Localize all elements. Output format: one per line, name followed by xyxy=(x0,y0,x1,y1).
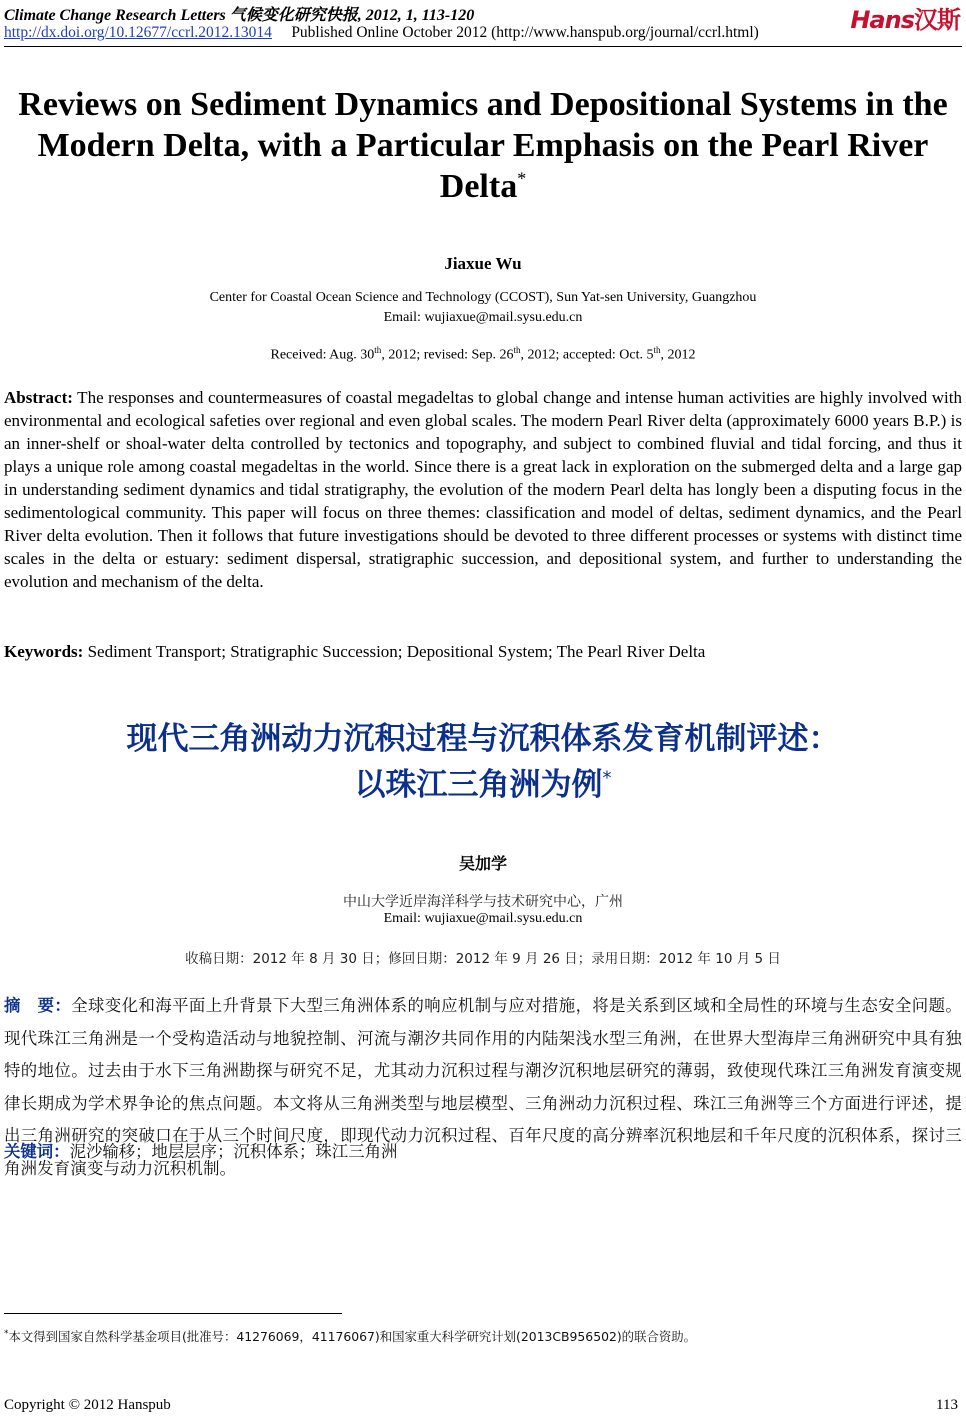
keywords-cn xyxy=(4,1136,962,1168)
abstract-text-en: The responses and countermeasures of coastal megadeltas to global change and intense human activities are highly involved with environmental and ecological safeties over regional and even global scales. The modern Pearl River delta (approximately 6000 years B.P.) is an inner-shelf or shoal-water delta controlled by tectonics and topography, and subject to combined fluvial and tidal forcing, and thus it plays a unique role among coastal megadeltas in the world. Since there is a great lack in exploration on the submerged delta and a large gap in understanding sediment dynamics and tidal stratigraphy, the evolution of the modern Pearl delta has longly been a disputing focus in the sedimentological community. This paper will focus on three themes: classification and model of deltas, sediment dynamics, and the Pearl River delta evolution. Then it follows that future investigations should be devoted to three different processes or systems with distinct time scales in the delta or estuary: sediment dispersal, stratigraphic succession, and depositional system, and further to understanding the evolution and mechanism of the delta. xyxy=(4,388,962,591)
author-cn: 吴加学 xyxy=(458,854,507,873)
email-en: Email: wujiaxue@mail.sysu.edu.cn xyxy=(383,310,583,325)
journal-header: Climate Change Research Letters 气候变化研究快报, 2012, 1, 113-120 xyxy=(4,7,475,24)
publication-info xyxy=(4,24,759,42)
copyright: Copyright © 2012 Hanspub xyxy=(4,1397,171,1413)
footnote-text: 本文得到国家自然科学基金项目(批准号：41276069，41176067)和国家重大科学研究计划(2013CB956502)的联合资助。 xyxy=(8,1329,697,1344)
dates-year: , 2012 xyxy=(660,347,696,363)
keywords-text-en: Sediment Transport; Stratigraphic Succession; Depositional System; The Pearl River Delta xyxy=(83,642,706,661)
paper-title-en-text: Reviews on Sediment Dynamics and Depositional Systems in the Modern Delta, with a Particular Emphasis on the Pearl River Delta xyxy=(18,86,948,205)
keywords-label-cn: 关键词： xyxy=(4,1142,70,1161)
abstract-en xyxy=(4,386,962,593)
abstract-text-cn: 全球变化和海平面上升背景下大型三角洲体系的响应机制与应对措施，将是关系到区域和全局性的环境与生态安全问题。现代珠江三角洲是一个受构造活动与地貌控制、河流与潮汐共同作用的内陆架浅水型三角洲，在世界大型海岸三角洲研究中具有独特的地位。过去由于水下三角洲勘探与研究不足，尤其动力沉积过程与潮汐沉积地层研究的薄弱，致使现代珠江三角洲发育演变规律长期成为学术界争论的焦点问题。本文将从三角洲类型与地层模型、三角洲动力沉积过程、珠江三角洲等三个方面进行评述，提出三角洲研究的突破口在于从三个时间尺度，即现代动力沉积过程、百年尺度的高分辨率沉积地层和千年尺度的沉积体系，探讨三角洲发育演变与动力沉积机制。 xyxy=(4,996,962,1178)
paper-title-cn-line1: 现代三角洲动力沉积过程与沉积体系发育机制评述： xyxy=(126,721,840,757)
logo-latin: Hans xyxy=(850,6,914,34)
accepted-sup: th xyxy=(653,345,661,355)
footnote-mark: * xyxy=(4,1328,9,1339)
footnote-divider xyxy=(4,1313,342,1314)
published-online-text: Published Online October 2012 (http://www.hanspub.org/journal/ccrl.html) xyxy=(291,24,759,41)
title-cn-footnote-mark: * xyxy=(602,767,612,789)
publisher-logo xyxy=(850,0,960,35)
email-cn: Email: wujiaxue@mail.sysu.edu.cn xyxy=(383,911,583,926)
keywords-label-en: Keywords: xyxy=(4,642,84,661)
paper-title-en xyxy=(0,84,966,207)
funding-footnote xyxy=(4,1327,962,1345)
title-footnote-mark: * xyxy=(517,168,527,189)
header-divider xyxy=(4,46,962,47)
received-sup: th xyxy=(374,345,382,355)
affiliation-en: Center for Coastal Ocean Science and Technology (CCOST), Sun Yat-sen University, Guangzhou xyxy=(209,290,757,305)
page-number: 113 xyxy=(936,1397,958,1413)
dates-en xyxy=(0,345,966,364)
abstract-label-en: Abstract: xyxy=(4,388,73,407)
dates-cn: 收稿日期：2012 年 8 月 30 日；修回日期：2012 年 9 月 26 日；录用日期：2012 年 10 月 5 日 xyxy=(185,951,781,967)
revised-date: , 2012; revised: Sep. 26 xyxy=(381,347,514,363)
paper-title-cn xyxy=(0,716,966,808)
accepted-date: , 2012; accepted: Oct. 5 xyxy=(520,347,654,363)
doi-link[interactable]: http://dx.doi.org/10.12677/ccrl.2012.13014 xyxy=(4,24,272,41)
paper-title-cn-line2: 以珠江三角洲为例 xyxy=(354,767,603,803)
affiliation-cn: 中山大学近岸海洋科学与技术研究中心，广州 xyxy=(343,894,623,910)
keywords-en xyxy=(4,640,962,663)
keywords-text-cn: 泥沙输移；地层层序；沉积体系；珠江三角洲 xyxy=(69,1142,398,1161)
abstract-label-cn: 摘 要： xyxy=(4,996,72,1015)
logo-cn: 汉斯 xyxy=(914,6,960,34)
paper-title-cn-line2-wrap xyxy=(0,762,966,808)
revised-sup: th xyxy=(513,345,521,355)
received-date: Received: Aug. 30 xyxy=(270,347,375,363)
author-en: Jiaxue Wu xyxy=(444,254,522,273)
